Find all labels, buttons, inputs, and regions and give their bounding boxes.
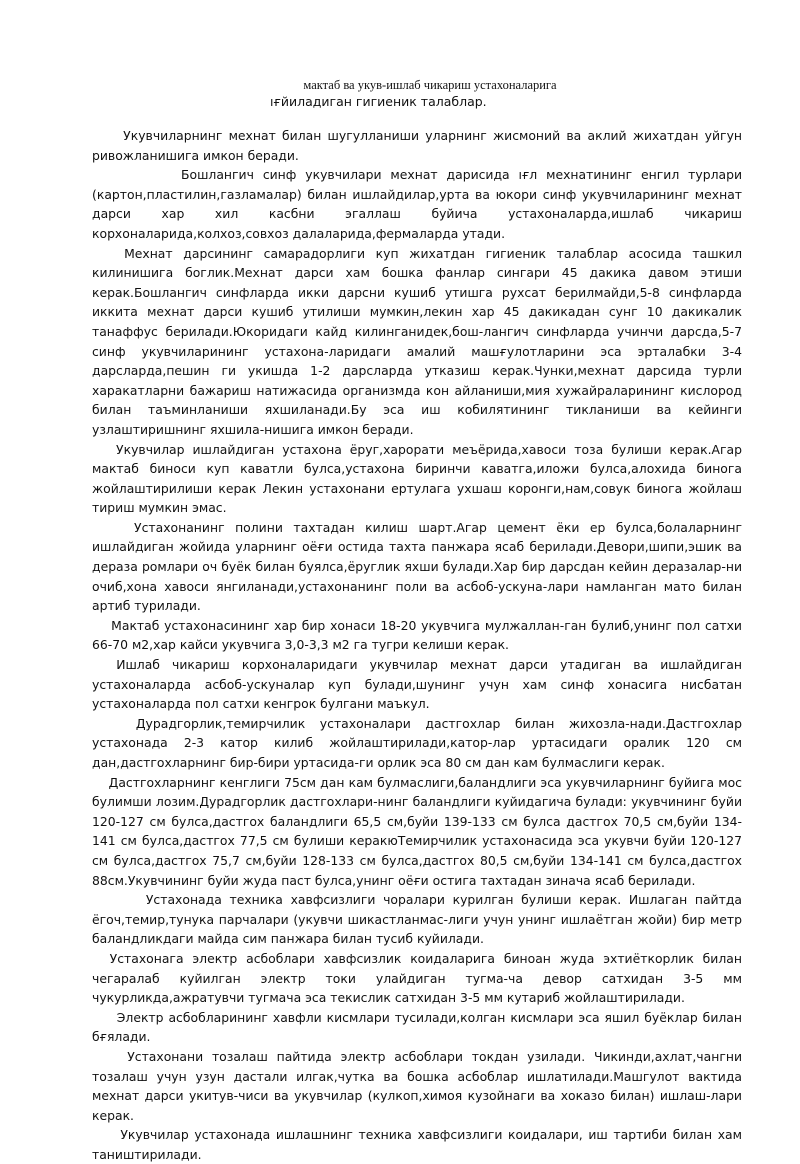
paragraph: Укувчилар устахонада ишлашнинг техника хавфсизлиги коидалари, иш тартиби билан хам таништирилади. xyxy=(92,1127,746,1162)
paragraph: Дастгохларнинг кенглиги 75см дан кам булмаслиги,баландлиги эса укувчиларнинг буйига мос булимши лозим.Дурадгорлик дастгохлари-нинг баландлиги куйидагича булади: укувчининг буйи 120-127 см булса,дастгох баландлиги 65,5 см,буйи 139-133 см булса дастгох 70,5 см,буйи 134-141 см булса,дастгох 77,5 см булиши керакюТемирчилик устахонасида эса укувчи буйи 120-127 см булса,дастгох 75,7 см,буйи 128-133 см булса,дастгох 80,5 см,буйи 134-141 см булса,дастгох 88см.Укувчининг буйи жуда паст булса,унинг оёғи остига тахтадан зинача ясаб берилади. xyxy=(92,774,746,888)
paragraph: Ишлаб чикариш корхоналаридаги укувчилар мехнат дарси утадиган ва ишлайдиган устахоналарда асбоб-ускуналар куп булади,шунинг учун хам синф хонасига нисбатан устахоналарда пол сатхи кенгрок булгани маъкул. xyxy=(92,657,746,712)
paragraph: Укувчиларнинг мехнат билан шугулланиши уларнинг жисмоний ва аклий жихатдан уйгун ривожланишига имкон беради. xyxy=(92,128,746,163)
document-title-line-1: мактаб ва укув-ишлаб чикариш устахоналарига xyxy=(303,78,557,92)
paragraph: Дурадгорлик,темирчилик устахоналари дастгохлар билан жихозла-нади.Дастгохлар устахонада 2-3 катор килиб жойлаштирилади,катор-лар уртасидаги оралик 120 см дан,дастгохларнинг бир-бири уртасида-ги орлик эса 80 см дан кам булмаслиги керак. xyxy=(92,715,746,770)
paragraph: Устахонанинг полини тахтадан килиш шарт.Агар цемент ёки ер булса,болаларнинг ишлайдиган жойида уларнинг оёғи остида тахта панжара ясаб берилади.Девори,шипи,эшик ва дераза ромлари оч буёк билан буялса,ёруглик яхши булади.Хар бир дарсдан кейин деразалар-ни очиб,хона хавоси янгиланади,устахонанинг поли ва асбоб-ускуна-лари намланган мато билан артиб турилади. xyxy=(92,519,746,614)
paragraph: Мехнат дарсининг самарадорлиги куп жихатдан гигиеник талаблар асосида ташкил килинишига боглик.Мехнат дарси хам бошка фанлар сингари 45 дакика давом этиши керак.Бошлангич синфларда икки дарсни кушиб утишга рухсат берилмайди,5-8 синфларда иккита мехнат дарси кушиб утилиши мумкин,лекин хар 45 дакикадан сунг 10 дакикалик танаффус берилади.Юкоридаги кайд килинганидек,бош-лангич синфларда учинчи дарсда,5-7 синф укувчиларининг устахона-ларидаги амалий машғулотларини эса эрталабки 3-4 дарсларда,пешин ги укишда 1-2 дарсларда утказиш керак.Чунки,мехнат дарсида турли харакатларни бажариш натижасида организмда кон айланиши,мия хужайраларининг кислород билан таъминланиши яхшиланади.Бу эса иш кобилятининг тикланиши ва кейинги узлаштиришнинг яхшила-нишига имкон беради. xyxy=(92,245,746,437)
paragraph: Бошлангич синф укувчилари мехнат дарисида ıғл мехнатининг енгил турлари (картон,пластилин,газламалар) билан ишлайдилар,урта ва юкори синф укувчиларининг мехнат дарси хар хил касбни эгаллаш буйича устахоналарда,ишлаб чикариш корхоналарида,колхоз,совхоз далаларида,фермаларда утади. xyxy=(92,167,746,241)
document-body xyxy=(92,126,746,1164)
paragraph: Электр асбобларининг хавфли кисмлари тусилади,колган кисмлари эса яшил буёклар билан бғялади. xyxy=(92,1009,746,1045)
document-title-line-2: ıғйиладиган гигиеник талаблар. xyxy=(270,94,487,109)
paragraph: Устахонада техника хавфсизлиги чоралари курилган булиши керак. Ишлаган пайтда ёгоч,темир,тунука парчалари (укувчи шикастланмас-лиги учун унинг ишлаётган жойи) бир метр баландликдаги майда сим панжара билан тусиб куйилади. xyxy=(92,892,746,947)
paragraph: Устахонани тозалаш пайтида электр асбоблари токдан узилади. Чикинди,ахлат,чангни тозалаш учун узун дастали илгак,чутка ва бошка асбоблар ишлатилади.Машгулот вактида мехнат дарси укитув-чиси ва укувчилар (кулкоп,химоя кузойнаги ва хоказо билан) ишлаш-лари керак. xyxy=(92,1048,746,1123)
paragraph: Устахонага электр асбоблари хавфсизлик коидаларига биноан жуда эхтиёткорлик билан чегаралаб куйилган электр токи улайдиган тугма-ча девор сатхидан 3-5 мм чукурликда,ажратувчи тугмача эса текислик сатхидан 3-5 мм кутариб жойлаштирилади. xyxy=(92,950,746,1006)
paragraph: Укувчилар ишлайдиган устахона ёруг,харорати меъёрида,хавоси тоза булиши керак.Агар мактаб биноси куп каватли булса,устахона биринчи каватга,иложи булса,алохида бинога жойлаштирилиши керак Лекин устахонани ертулага ухшаш коронги,нам,совук бинога жойлаш тириш мумкин эмас. xyxy=(92,441,746,516)
paragraph: Мактаб устахонасининг хар бир хонаси 18-20 укувчига мулжаллан-ган булиб,унинг пол сатхи 66-70 м2,хар кайси укувчига 3,0-3,3 м2 га тугри келиши керак. xyxy=(92,617,746,653)
